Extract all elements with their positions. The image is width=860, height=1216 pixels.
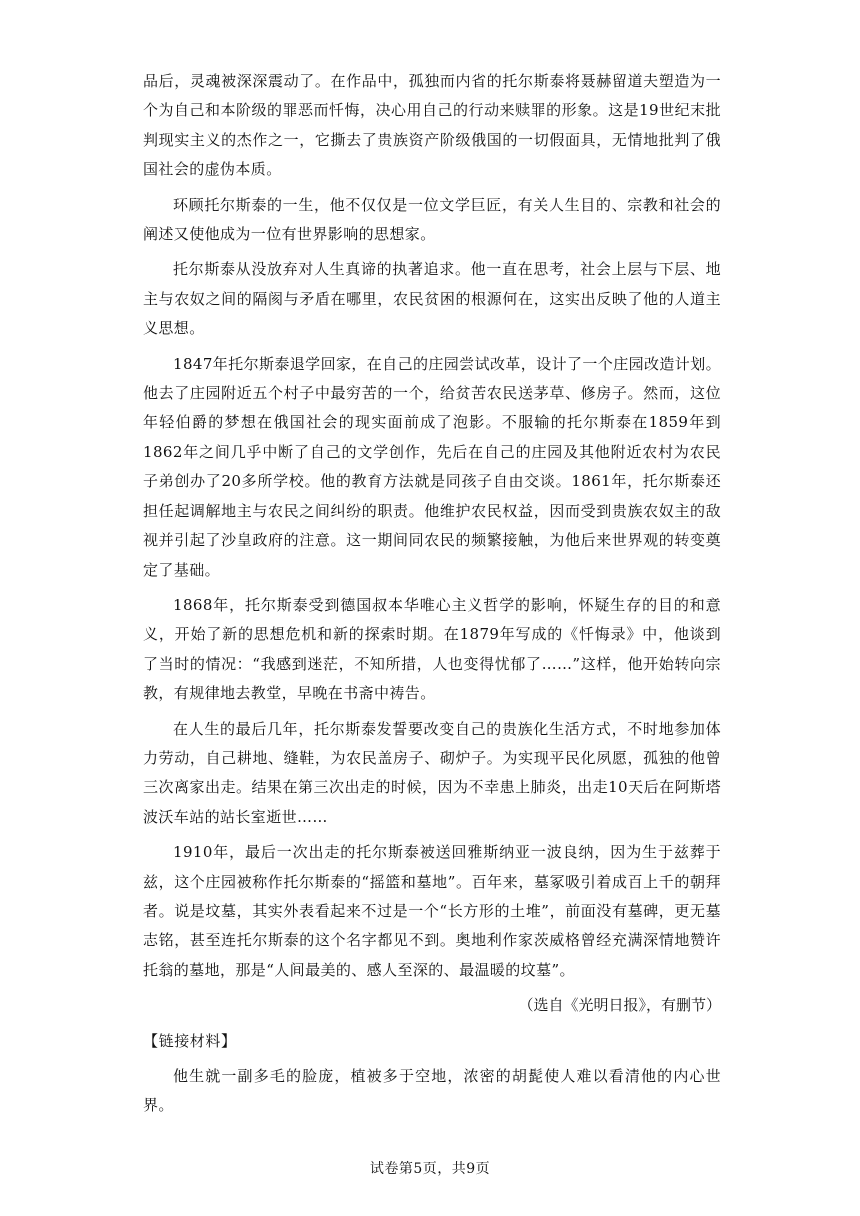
document-page	[143, 67, 721, 1127]
link-material-paragraph: 他生就一副多毛的脸庞，植被多于空地，浓密的胡髭使人难以看清他的内心世界。	[143, 1067, 721, 1115]
paragraph-pursuit: 托尔斯泰从没放弃对人生真谛的执著追求。他一直在思考，社会上层与下层、地主与农奴之间的隔阂与矛盾在哪里，农民贫困的根源何在，这实出反映了他的人道主义思想。	[143, 260, 721, 338]
page-footer: 试卷第5页，共9页	[369, 1161, 491, 1177]
paragraph-1847: 1847年托尔斯泰退学回家，在自己的庄园尝试改革，设计了一个庄园改造计划。他去了庄园附近五个村子中最穷苦的一个，给贫苦农民送茅草、修房子。然而，这位年轻伯爵的梦想在俄国社会的现实面前成了泡影。不服输的托尔斯泰在1859年到1862年之间几乎中断了自己的文学创作，先后在自己的庄园及其他附近农村为农民子弟创办了20多所学校。他的教育方法就是同孩子自由交谈。1861年，托尔斯泰还担任起调解地主与农民之间纠纷的职责。他维护农民权益，因而受到贵族农奴主的敌视并引起了沙皇政府的注意。这一期间同农民的频繁接触，为他后来世界观的转变奠定了基础。	[143, 354, 721, 579]
paragraph-continued: 品后，灵魂被深深震动了。在作品中，孤独而内省的托尔斯泰将聂赫留道夫塑造为一个为自己和本阶级的罪恶而忏悔，决心用自己的行动来赎罪的形象。这是19世纪末批判现实主义的杰作之一，它撕去了贵族资产阶级俄国的一切假面具，无情地批判了俄国社会的虚伪本质。	[143, 72, 721, 179]
link-material-heading: 【链接材料】	[143, 1031, 237, 1050]
paragraph-1868: 1868年，托尔斯泰受到德国叔本华唯心主义哲学的影响，怀疑生存的目的和意义，开始了新的思想危机和新的探索时期。在1879年写成的《忏悔录》中，他谈到了当时的情况：“我感到迷茫，不知所措，人也变得忧郁了……”这样，他开始转向宗教，有规律地去教堂，早晚在书斋中祷告。	[143, 595, 721, 703]
paragraph-thinker: 环顾托尔斯泰的一生，他不仅仅是一位文学巨匠，有关人生目的、宗教和社会的阐述又使他成为一位有世界影响的思想家。	[143, 195, 721, 244]
source-citation: （选自《光明日报》，有删节）	[518, 996, 721, 1015]
paragraph-final-years: 在人生的最后几年，托尔斯泰发誓要改变自己的贵族化生活方式，不时地参加体力劳动，自己耕地、缝鞋，为农民盖房子、砌炉子。为实现平民化夙愿，孤独的他曾三次离家出走。结果在第三次出走的时候，因为不幸患上肺炎，出走10天后在阿斯塔波沃车站的站长室逝世……	[143, 719, 721, 826]
paragraph-1910: 1910年，最后一次出走的托尔斯泰被送回雅斯纳亚一波良纳，因为生于兹葬于兹，这个庄园被称作托尔斯泰的“摇篮和墓地”。百年来，墓冢吸引着成百上千的朝拜者。说是坟墓，其实外表看起来不过是一个“长方形的土堆”，前面没有墓碑，更无墓志铭，甚至连托尔斯泰的这个名字都见不到。奥地利作家茨威格曾经充满深情地赞许托翁的墓地，那是“人间最美的、感人至深的、最温暖的坟墓”。	[143, 843, 721, 979]
